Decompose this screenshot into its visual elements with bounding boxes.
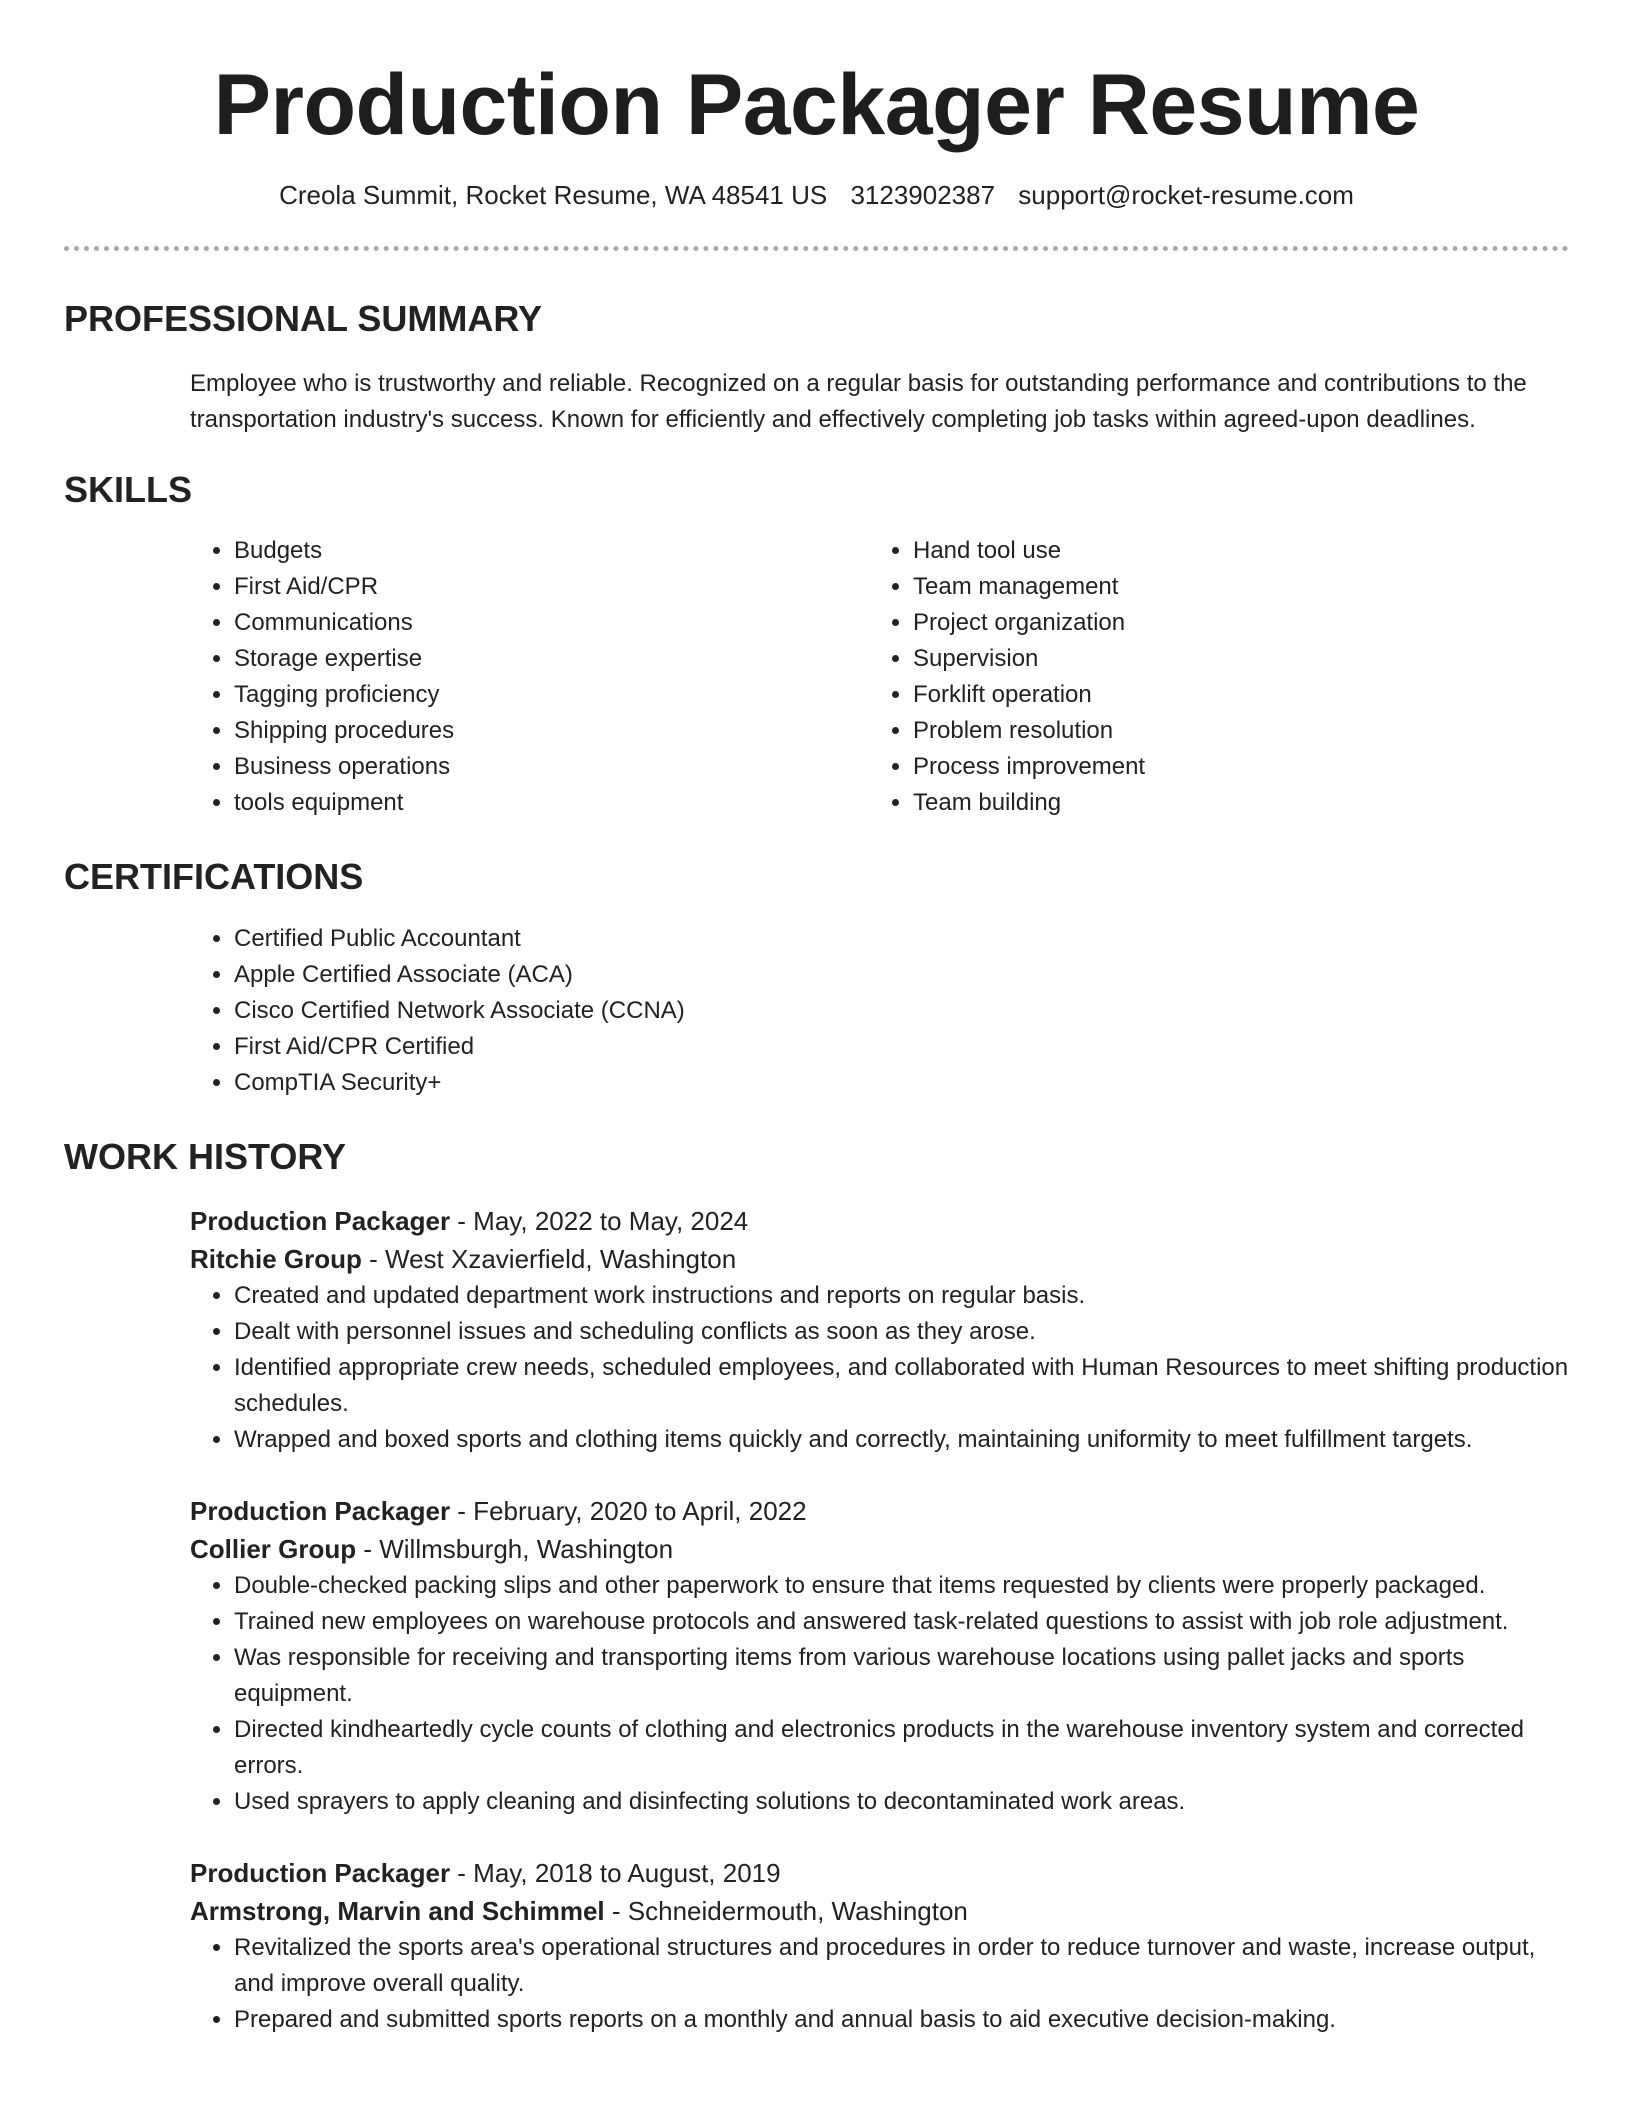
contact-email: support@rocket-resume.com xyxy=(1018,180,1354,211)
job-bullet: • Used sprayers to apply cleaning and disinfecting solutions to decontaminated work areas. xyxy=(234,1784,1569,1820)
job-bullet: • Prepared and submitted sports reports on a monthly and annual basis to aid executive decision-making. xyxy=(234,2002,1569,2038)
skill-item: • Storage expertise xyxy=(234,641,869,677)
job-bullet: • Created and updated department work instructions and reports on regular basis. xyxy=(234,1278,1569,1314)
job-entry xyxy=(190,1202,1569,1458)
page-title: Production Packager Resume xyxy=(213,57,1420,153)
skill-item: • Supervision xyxy=(913,641,1548,677)
job-title: Production Packager xyxy=(190,1495,451,1526)
job-company-line xyxy=(190,1530,1569,1568)
job-bullet: • Revitalized the sports area's operational structures and procedures in order to reduce turnover and waste, increase output, and improve overall quality. xyxy=(234,1930,1569,2002)
job-entry xyxy=(190,1492,1569,1820)
job-bullet: • Directed kindheartedly cycle counts of clothing and electronics products in the warehouse inventory system and corrected errors. xyxy=(234,1712,1569,1784)
skill-item: • Team management xyxy=(913,569,1548,605)
job-title: Production Packager xyxy=(190,1857,451,1888)
job-bullet: • Wrapped and boxed sports and clothing items quickly and correctly, maintaining uniformity to meet fulfillment targets. xyxy=(234,1422,1569,1458)
skill-item: • Budgets xyxy=(234,533,869,569)
skill-item: • tools equipment xyxy=(234,785,869,821)
certification-item: • Cisco Certified Network Associate (CCNA) xyxy=(234,993,1569,1029)
summary-heading: PROFESSIONAL SUMMARY xyxy=(64,297,543,339)
skill-item: • Team building xyxy=(913,785,1548,821)
job-dates: - February, 2020 to April, 2022 xyxy=(450,1495,807,1526)
work-history-heading: WORK HISTORY xyxy=(64,1135,347,1177)
certification-item: • First Aid/CPR Certified xyxy=(234,1029,1569,1065)
skills-section xyxy=(64,468,1569,821)
skills-columns xyxy=(190,533,1569,821)
skill-item: • Process improvement xyxy=(913,749,1548,785)
job-company: Ritchie Group xyxy=(190,1243,362,1274)
skill-item: • Project organization xyxy=(913,605,1548,641)
skills-column-right xyxy=(869,533,1548,821)
skill-item: • Tagging proficiency xyxy=(234,677,869,713)
skills-list-left xyxy=(190,533,869,821)
certifications-section xyxy=(64,855,1569,1100)
job-entry xyxy=(190,1854,1569,2038)
skill-item: • First Aid/CPR xyxy=(234,569,869,605)
header-divider xyxy=(64,246,1569,251)
skill-item: • Business operations xyxy=(234,749,869,785)
certifications-list xyxy=(190,921,1569,1101)
summary-section xyxy=(64,297,1569,438)
job-bullet: • Dealt with personnel issues and scheduling conflicts as soon as they arose. xyxy=(234,1314,1569,1350)
skill-item: • Hand tool use xyxy=(913,533,1548,569)
skills-list-right xyxy=(869,533,1548,821)
contact-line xyxy=(64,179,1569,213)
certifications-heading: CERTIFICATIONS xyxy=(64,856,364,898)
certification-item: • Apple Certified Associate (ACA) xyxy=(234,957,1569,993)
skill-item: • Problem resolution xyxy=(913,713,1548,749)
certification-item: • CompTIA Security+ xyxy=(234,1065,1569,1101)
job-title: Production Packager xyxy=(190,1205,451,1236)
job-location: - Willmsburgh, Washington xyxy=(356,1533,674,1564)
job-bullet: • Was responsible for receiving and transporting items from various warehouse locations using pallet jacks and sports equipment. xyxy=(234,1640,1569,1712)
skill-item: • Forklift operation xyxy=(913,677,1548,713)
summary-text: Employee who is trustworthy and reliable. Recognized on a regular basis for outstanding performance and contributions to the transportation industry's success. Known for efficiently and effectively completing job tasks within agreed-upon deadlines. xyxy=(190,370,1527,434)
job-title-line xyxy=(190,1854,1569,1892)
job-title-line xyxy=(190,1492,1569,1530)
skills-heading: SKILLS xyxy=(64,469,193,511)
certification-item: • Certified Public Accountant xyxy=(234,921,1569,957)
job-bullet: • Double-checked packing slips and other paperwork to ensure that items requested by clients were properly packaged. xyxy=(234,1568,1569,1604)
job-bullet: • Trained new employees on warehouse protocols and answered task-related questions to assist with job role adjustment. xyxy=(234,1604,1569,1640)
contact-address: Creola Summit, Rocket Resume, WA 48541 US xyxy=(279,180,828,211)
job-bullet: • Identified appropriate crew needs, scheduled employees, and collaborated with Human Resources to meet shifting production schedules. xyxy=(234,1350,1569,1422)
job-company-line xyxy=(190,1240,1569,1278)
job-bullet-list xyxy=(190,1930,1569,2038)
certifications-list-wrap xyxy=(190,921,1569,1101)
job-title-line xyxy=(190,1202,1569,1240)
work-history-section xyxy=(64,1135,1569,2038)
skill-item: • Shipping procedures xyxy=(234,713,869,749)
job-location: - West Xzavierfield, Washington xyxy=(361,1243,737,1274)
job-location: - Schneidermouth, Washington xyxy=(604,1895,968,1926)
job-bullet-list xyxy=(190,1278,1569,1458)
job-company-line xyxy=(190,1892,1569,1930)
contact-phone: 3123902387 xyxy=(850,180,996,211)
job-dates: - May, 2022 to May, 2024 xyxy=(450,1205,749,1236)
job-company: Collier Group xyxy=(190,1533,357,1564)
job-bullet-list xyxy=(190,1568,1569,1820)
job-company: Armstrong, Marvin and Schimmel xyxy=(190,1895,605,1926)
skill-item: • Communications xyxy=(234,605,869,641)
skills-column-left xyxy=(190,533,869,821)
job-dates: - May, 2018 to August, 2019 xyxy=(450,1857,781,1888)
